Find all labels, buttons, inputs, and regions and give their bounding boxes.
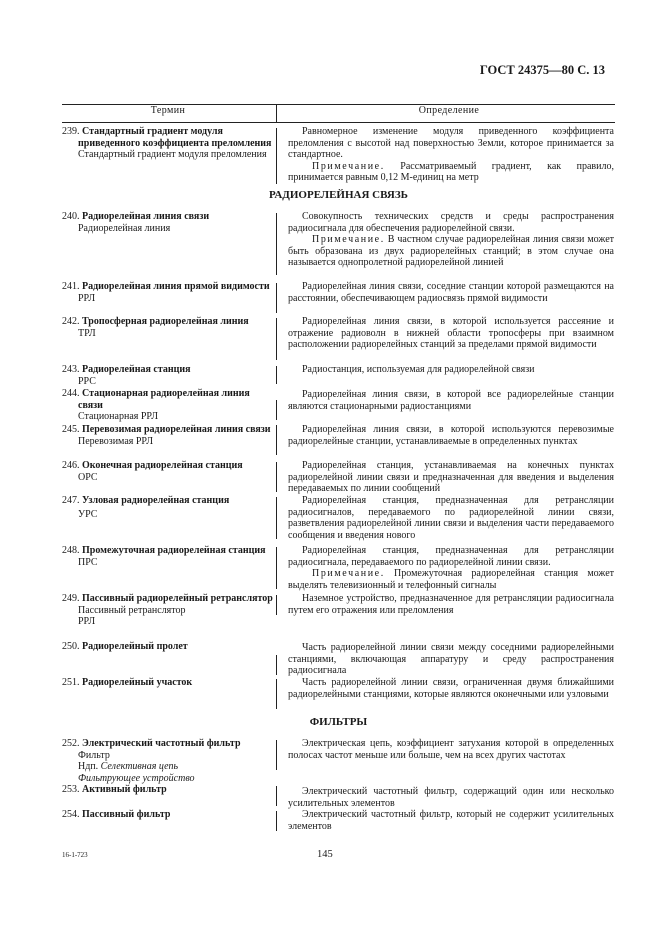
term-synonym: РРЛ	[78, 616, 96, 628]
row-divider	[276, 811, 277, 831]
term-title: Активный фильтр	[82, 784, 167, 795]
definition-245	[288, 424, 614, 447]
definition-text: Электрическая цепь, коэффициент затухания которой в определенных полосах частот меньше или больше, чем на всех других частотах	[288, 738, 614, 761]
definition-239	[288, 126, 614, 184]
table-header-rule	[62, 122, 615, 123]
definition-text: Совокупность технических средств и среды распространения радиосигнала для обеспечения радиорелейной связи.	[288, 211, 614, 234]
term-number: 248.	[62, 545, 80, 556]
term-title: Промежуточная радиорелейная станция	[82, 545, 266, 556]
term-synonym: Перевозимая РРЛ	[78, 435, 154, 447]
section-title-filters: ФИЛЬТРЫ	[309, 716, 368, 728]
column-header-definition: Определение	[418, 105, 480, 116]
row-divider	[276, 595, 277, 615]
definition-text: Часть радиорелейной линии связи между соседними радиорелейными станциями, включающая аппаратуру и среду распространения радиосигнала	[288, 642, 614, 677]
term-synonym: УРС	[78, 508, 98, 520]
definition-247	[288, 495, 614, 541]
term-number: 249.	[62, 593, 80, 604]
row-divider	[276, 283, 277, 313]
note-label: Примечание.	[312, 568, 385, 580]
row-divider	[276, 786, 277, 806]
definition-text: Электрический частотный фильтр, который не содержит усилительных элементов	[288, 809, 614, 832]
term-241	[62, 281, 274, 304]
term-title: Пассивный фильтр	[82, 809, 171, 820]
definition-246	[288, 460, 614, 495]
definition-text: Радиорелейная станция, предназначенная для ретрансляции радиосигналов, передаваемого по радиорелейной линии связи, разветвления радиорелейной линии связи и выделения части передаваемого сообщения и введения нового	[288, 495, 614, 541]
term-number: 246.	[62, 460, 80, 471]
definition-250	[288, 642, 614, 677]
term-246	[62, 460, 274, 483]
term-number: 247.	[62, 495, 80, 506]
definition-244	[288, 389, 614, 412]
term-synonym: Стандартный градиент модуля преломления	[78, 149, 267, 161]
definition-240	[288, 211, 614, 269]
term-title: Радиорелейная линия связи	[82, 211, 210, 222]
term-title: Перевозимая радиорелейная линия связи	[82, 424, 271, 435]
note-text: Промежуточная радиорелейная станция может выделять телевизионный и телефонный сигналы	[288, 568, 615, 591]
definition-text: Часть радиорелейной линии связи, ограниченная двумя ближайшими радиорелейными станциями, которые являются оконечными или узловыми	[288, 677, 614, 700]
term-title: Оконечная радиорелейная станция	[82, 460, 243, 471]
row-divider	[276, 213, 277, 275]
definition-254	[288, 809, 614, 832]
ndp-term: Фильтрующее устройство	[78, 772, 195, 784]
definition-253	[288, 786, 614, 809]
row-divider	[276, 425, 277, 455]
term-number: 242.	[62, 316, 80, 327]
term-240	[62, 211, 274, 234]
definition-text: Радиорелейная линия связи, в которой используется рассеяние и отражение радиоволн в нижней области тропосферы при взаимном расположении радиорелейных станций за пределами прямой видимости	[288, 316, 614, 351]
definition-text: Радиорелейная линия связи, в которой используются перевозимые радиорелейные станции, устанавливаемые в определенных пунктах	[288, 424, 614, 447]
definition-249	[288, 593, 614, 616]
note-label: Примечание.	[312, 234, 385, 246]
term-title: Стационарная радиорелейная линия связи	[78, 388, 250, 411]
term-number: 239.	[62, 126, 80, 137]
term-247	[62, 495, 274, 520]
ndp-label: Ндп.	[78, 761, 99, 773]
term-title: Электрический частотный фильтр	[82, 738, 241, 749]
term-title: Радиорелейная линия прямой видимости	[82, 281, 270, 292]
term-number: 250.	[62, 641, 80, 652]
term-number: 240.	[62, 211, 80, 222]
definition-242	[288, 316, 614, 351]
row-divider	[276, 740, 277, 770]
term-synonym: ТРЛ	[78, 327, 96, 339]
row-divider	[276, 462, 277, 492]
term-number: 252.	[62, 738, 80, 749]
definition-text: Наземное устройство, предназначенное для ретрансляции радиосигнала путем его отражения или преломления	[288, 593, 614, 616]
term-250	[62, 641, 274, 653]
row-divider	[276, 400, 277, 420]
print-code: 16-1-723	[62, 851, 88, 859]
term-synonym: ОРС	[78, 471, 98, 483]
definition-243	[288, 364, 614, 376]
term-title: Радиорелейный пролет	[82, 641, 188, 652]
note-text: В частном случае радиорелейная линия связи может быть образована из двух радиорелейных станций; в этом случае она называется однопролетной радиорелейной линией	[288, 234, 615, 269]
term-title: Стандартный градиент модуля приведенного коэффициента преломления	[78, 126, 272, 149]
term-number: 244.	[62, 388, 80, 399]
row-divider	[276, 679, 277, 709]
row-divider	[276, 497, 277, 539]
column-divider	[276, 104, 277, 122]
definition-248	[288, 545, 614, 591]
term-252	[62, 738, 274, 784]
term-synonym: Радиорелейная линия	[78, 222, 171, 234]
term-title: Радиорелейный участок	[82, 677, 193, 688]
row-divider	[276, 366, 277, 384]
page-number: 145	[317, 849, 333, 860]
term-245	[62, 424, 274, 447]
term-synonym: Пассивный ретранслятор	[78, 604, 186, 616]
definition-251	[288, 677, 614, 700]
term-synonym: РРС	[78, 375, 96, 387]
row-divider	[276, 128, 277, 184]
term-253	[62, 784, 274, 796]
term-249	[62, 593, 274, 628]
definition-241	[288, 281, 614, 304]
term-254	[62, 809, 274, 821]
term-number: 241.	[62, 281, 80, 292]
term-synonym: Фильтр	[78, 749, 110, 761]
term-title: Узловая радиорелейная станция	[82, 495, 230, 506]
definition-text: Радиорелейная линия связи, соседние станции которой размещаются на расстоянии, обеспечивающем радиосвязь прямой видимости	[288, 281, 614, 304]
term-number: 253.	[62, 784, 80, 795]
term-title: Радиорелейная станция	[82, 364, 191, 375]
definition-text: Радиорелейная станция, предназначенная для ретрансляции радиосигнала, передаваемого по радиорелейной линии связи.	[288, 545, 614, 568]
term-244	[62, 388, 274, 423]
note-label: Примечание.	[312, 160, 385, 172]
definition-252	[288, 738, 614, 761]
term-number: 245.	[62, 424, 80, 435]
term-251	[62, 677, 274, 689]
term-title: Пассивный радиорелейный ретранслятор	[82, 593, 273, 604]
row-divider	[276, 318, 277, 360]
column-header-term: Термин	[150, 105, 186, 116]
definition-text: Радиорелейная станция, устанавливаемая на конечных пунктах радиорелейной линии связи и предназначенная для введения и выделения передаваемых по линии сообщений	[288, 460, 614, 495]
term-242	[62, 316, 274, 339]
term-248	[62, 545, 274, 568]
note-text: Рассматриваемый градиент, как правило, принимается равным 0,12 М-единиц на метр	[288, 160, 614, 184]
row-divider	[276, 655, 277, 675]
term-number: 243.	[62, 364, 80, 375]
term-number: 254.	[62, 809, 80, 820]
ndp-term: Селективная цепь	[100, 761, 179, 773]
definition-text: Равномерное изменение модуля приведенного коэффициента преломления с высотой над поверхностью Земли, которое принимается за стандартное.	[288, 126, 614, 161]
term-title: Тропосферная радиорелейная линия	[82, 316, 249, 327]
section-title-radio: РАДИОРЕЛЕЙНАЯ СВЯЗЬ	[269, 189, 408, 201]
term-number: 251.	[62, 677, 80, 688]
term-synonym: ПРС	[78, 556, 98, 568]
page-header: ГОСТ 24375—80 С. 13	[479, 63, 605, 77]
term-synonym: Стационарная РРЛ	[78, 411, 159, 423]
term-239	[62, 126, 274, 161]
definition-text: Радиостанция, используемая для радиорелейной связи	[302, 364, 535, 375]
row-divider	[276, 547, 277, 589]
term-243	[62, 364, 274, 387]
term-synonym: РРЛ	[78, 292, 96, 304]
definition-text: Электрический частотный фильтр, содержащий один или несколько усилительных элементов	[288, 786, 614, 809]
definition-text: Радиорелейная линия связи, в которой все радиорелейные станции являются стационарными радиостанциями	[288, 389, 614, 412]
